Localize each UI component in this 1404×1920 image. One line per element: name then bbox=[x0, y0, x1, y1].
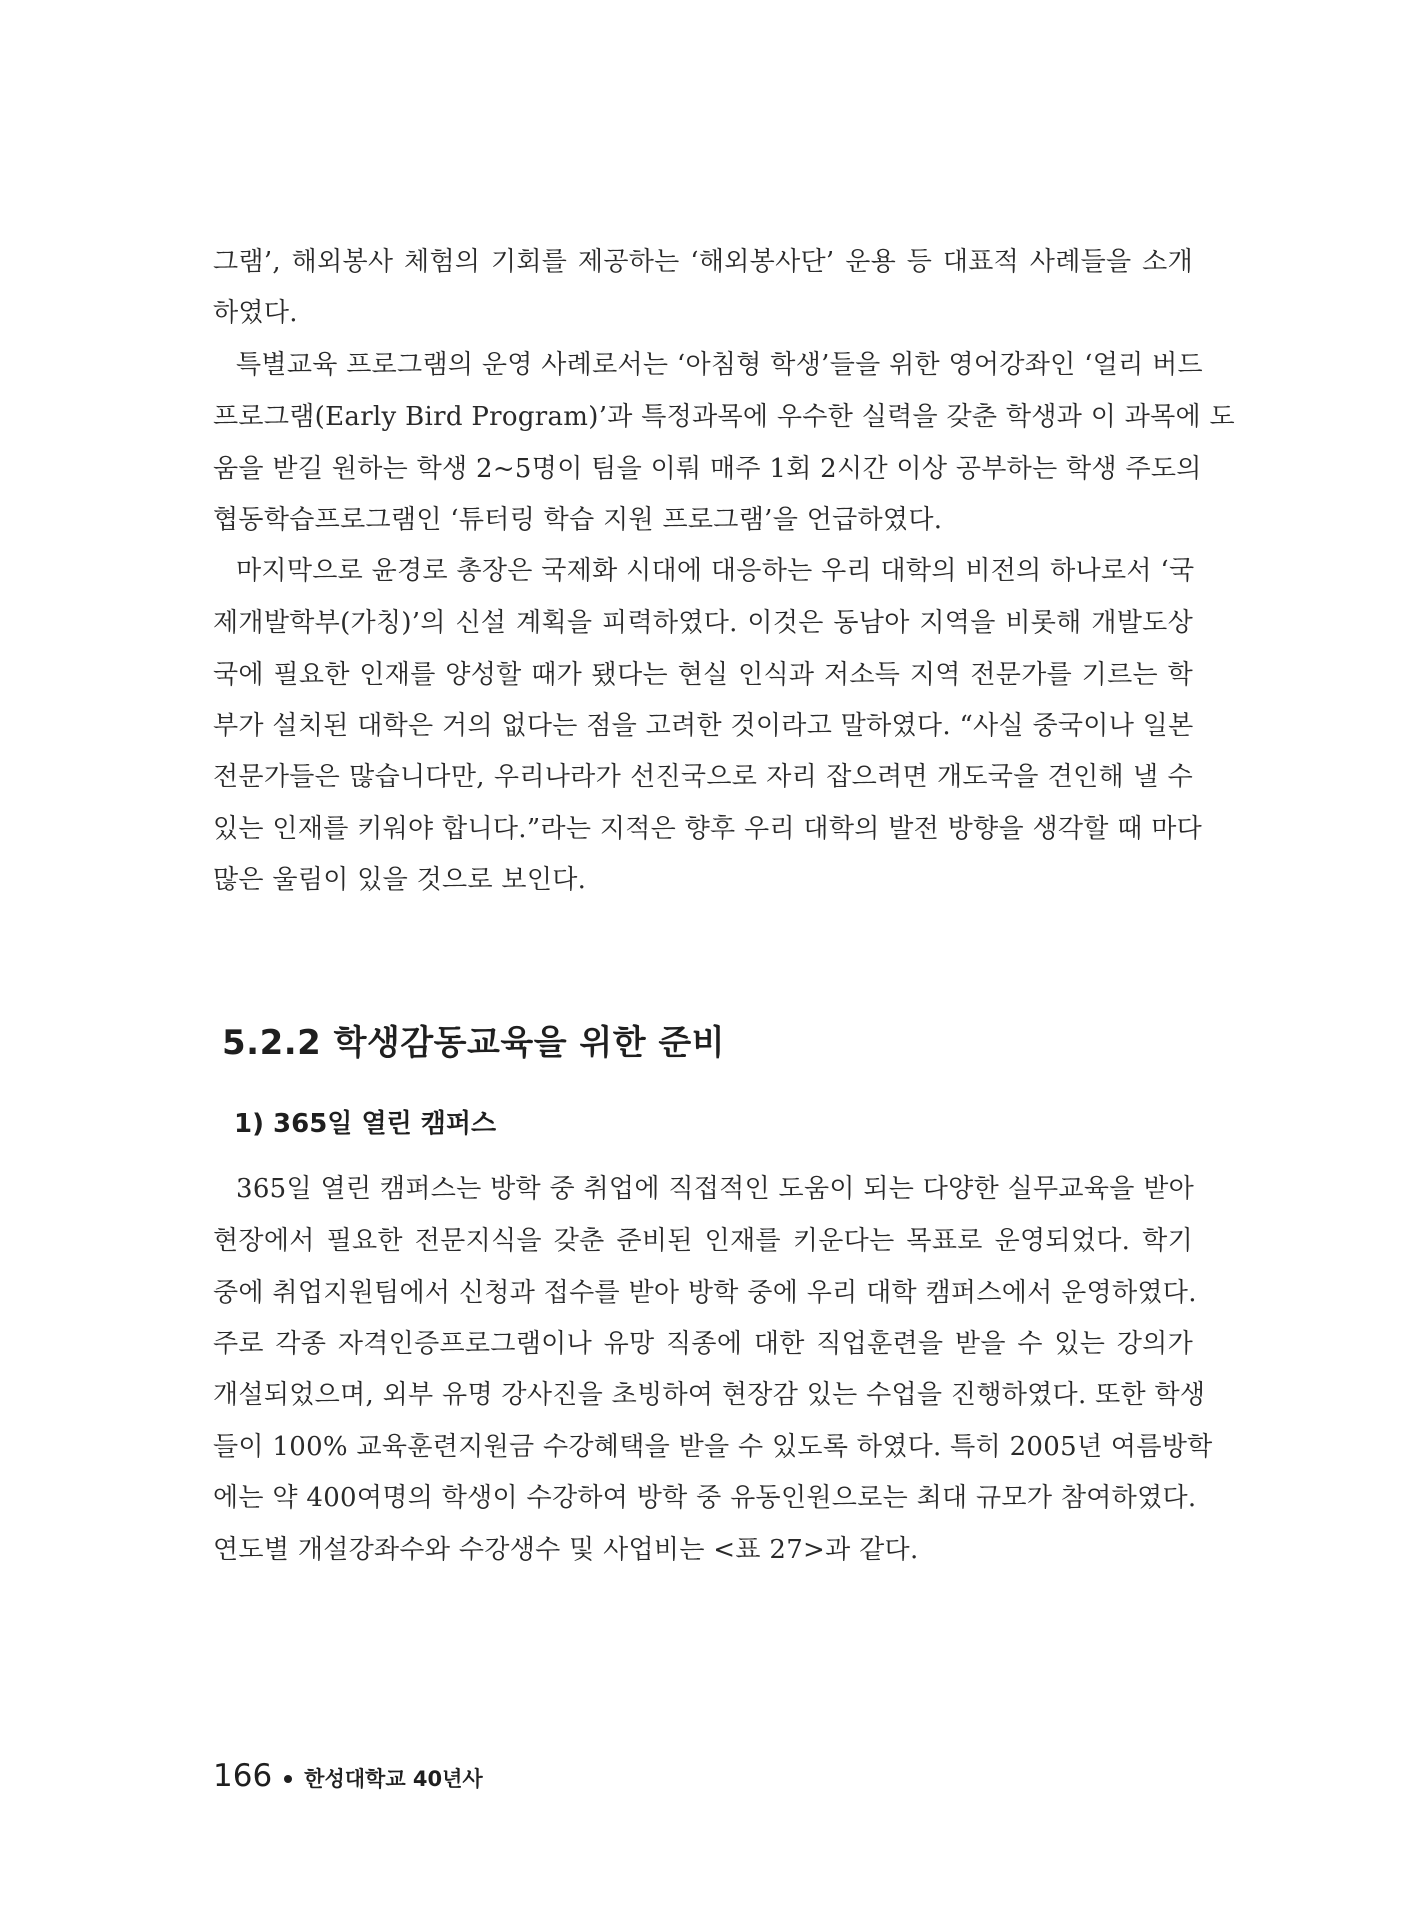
running-title: 한성대학교 40년사 bbox=[304, 1767, 483, 1791]
body-text-line: 개설되었으며, 외부 유명 강사진을 초빙하여 현장감 있는 수업을 진행하였다. 또한 학생 bbox=[213, 1380, 1206, 1410]
body-text-line: 제개발학부(가칭)’의 신설 계획을 피력하였다. 이것은 동남아 지역을 비롯해 개발도상 bbox=[213, 608, 1193, 638]
body-text-line: 들이 100% 교육훈련지원금 수강혜택을 받을 수 있도록 하였다. 특히 2005년 여름방학 bbox=[213, 1432, 1213, 1462]
body-text-line: 현장에서 필요한 전문지식을 갖춘 준비된 인재를 키운다는 목표로 운영되었다. 학기 bbox=[213, 1226, 1193, 1256]
section-heading: 5.2.2 학생감동교육을 위한 준비 bbox=[222, 1023, 726, 1063]
page-footer bbox=[213, 1758, 483, 1794]
bullet-separator-icon bbox=[284, 1775, 292, 1783]
body-text-line: 협동학습프로그램인 ‘튜터링 학습 지원 프로그램’을 언급하였다. bbox=[213, 505, 943, 535]
body-text-line: 365일 열린 캠퍼스는 방학 중 취업에 직접적인 도움이 되는 다양한 실무교육을 받아 bbox=[236, 1174, 1195, 1204]
body-text-line: 국에 필요한 인재를 양성할 때가 됐다는 현실 인식과 저소득 지역 전문가를 기르는 학 bbox=[213, 660, 1193, 690]
page-number: 166 bbox=[213, 1758, 273, 1794]
body-text-line: 주로 각종 자격인증프로그램이나 유망 직종에 대한 직업훈련을 받을 수 있는 강의가 bbox=[213, 1329, 1193, 1359]
body-text-line: 프로그램(Early Bird Program)’과 특정과목에 우수한 실력을 갖춘 학생과 이 과목에 도 bbox=[213, 402, 1235, 432]
body-text-line: 부가 설치된 대학은 거의 없다는 점을 고려한 것이라고 말하였다. “사실 중국이나 일본 bbox=[213, 711, 1194, 741]
body-text-line: 있는 인재를 키워야 합니다.”라는 지적은 향후 우리 대학의 발전 방향을 생각할 때 마다 bbox=[213, 814, 1203, 844]
body-text-line: 마지막으로 윤경로 총장은 국제화 시대에 대응하는 우리 대학의 비전의 하나로서 ‘국 bbox=[236, 556, 1195, 586]
body-text-line: 많은 울림이 있을 것으로 보인다. bbox=[213, 865, 587, 895]
body-text-line: 특별교육 프로그램의 운영 사례로서는 ‘아침형 학생’들을 위한 영어강좌인 ‘얼리 버드 bbox=[236, 350, 1203, 380]
body-text-line: 움을 받길 원하는 학생 2~5명이 팀을 이뤄 매주 1회 2시간 이상 공부하는 학생 주도의 bbox=[213, 454, 1202, 484]
body-text-line: 그램’, 해외봉사 체험의 기회를 제공하는 ‘해외봉사단’ 운용 등 대표적 사례들을 소개 bbox=[213, 247, 1193, 277]
body-text-line: 연도별 개설강좌수와 수강생수 및 사업비는 <표 27>과 같다. bbox=[213, 1535, 919, 1565]
subsection-heading: 1) 365일 열린 캠퍼스 bbox=[234, 1109, 497, 1139]
body-text-line: 중에 취업지원팀에서 신청과 접수를 받아 방학 중에 우리 대학 캠퍼스에서 운영하였다. bbox=[213, 1278, 1197, 1308]
body-text-line: 에는 약 400여명의 학생이 수강하여 방학 중 유동인원으로는 최대 규모가 참여하였다. bbox=[213, 1483, 1197, 1513]
body-text-line: 하였다. bbox=[213, 298, 298, 328]
body-text-line: 전문가들은 많습니다만, 우리나라가 선진국으로 자리 잡으려면 개도국을 견인해 낼 수 bbox=[213, 762, 1193, 792]
